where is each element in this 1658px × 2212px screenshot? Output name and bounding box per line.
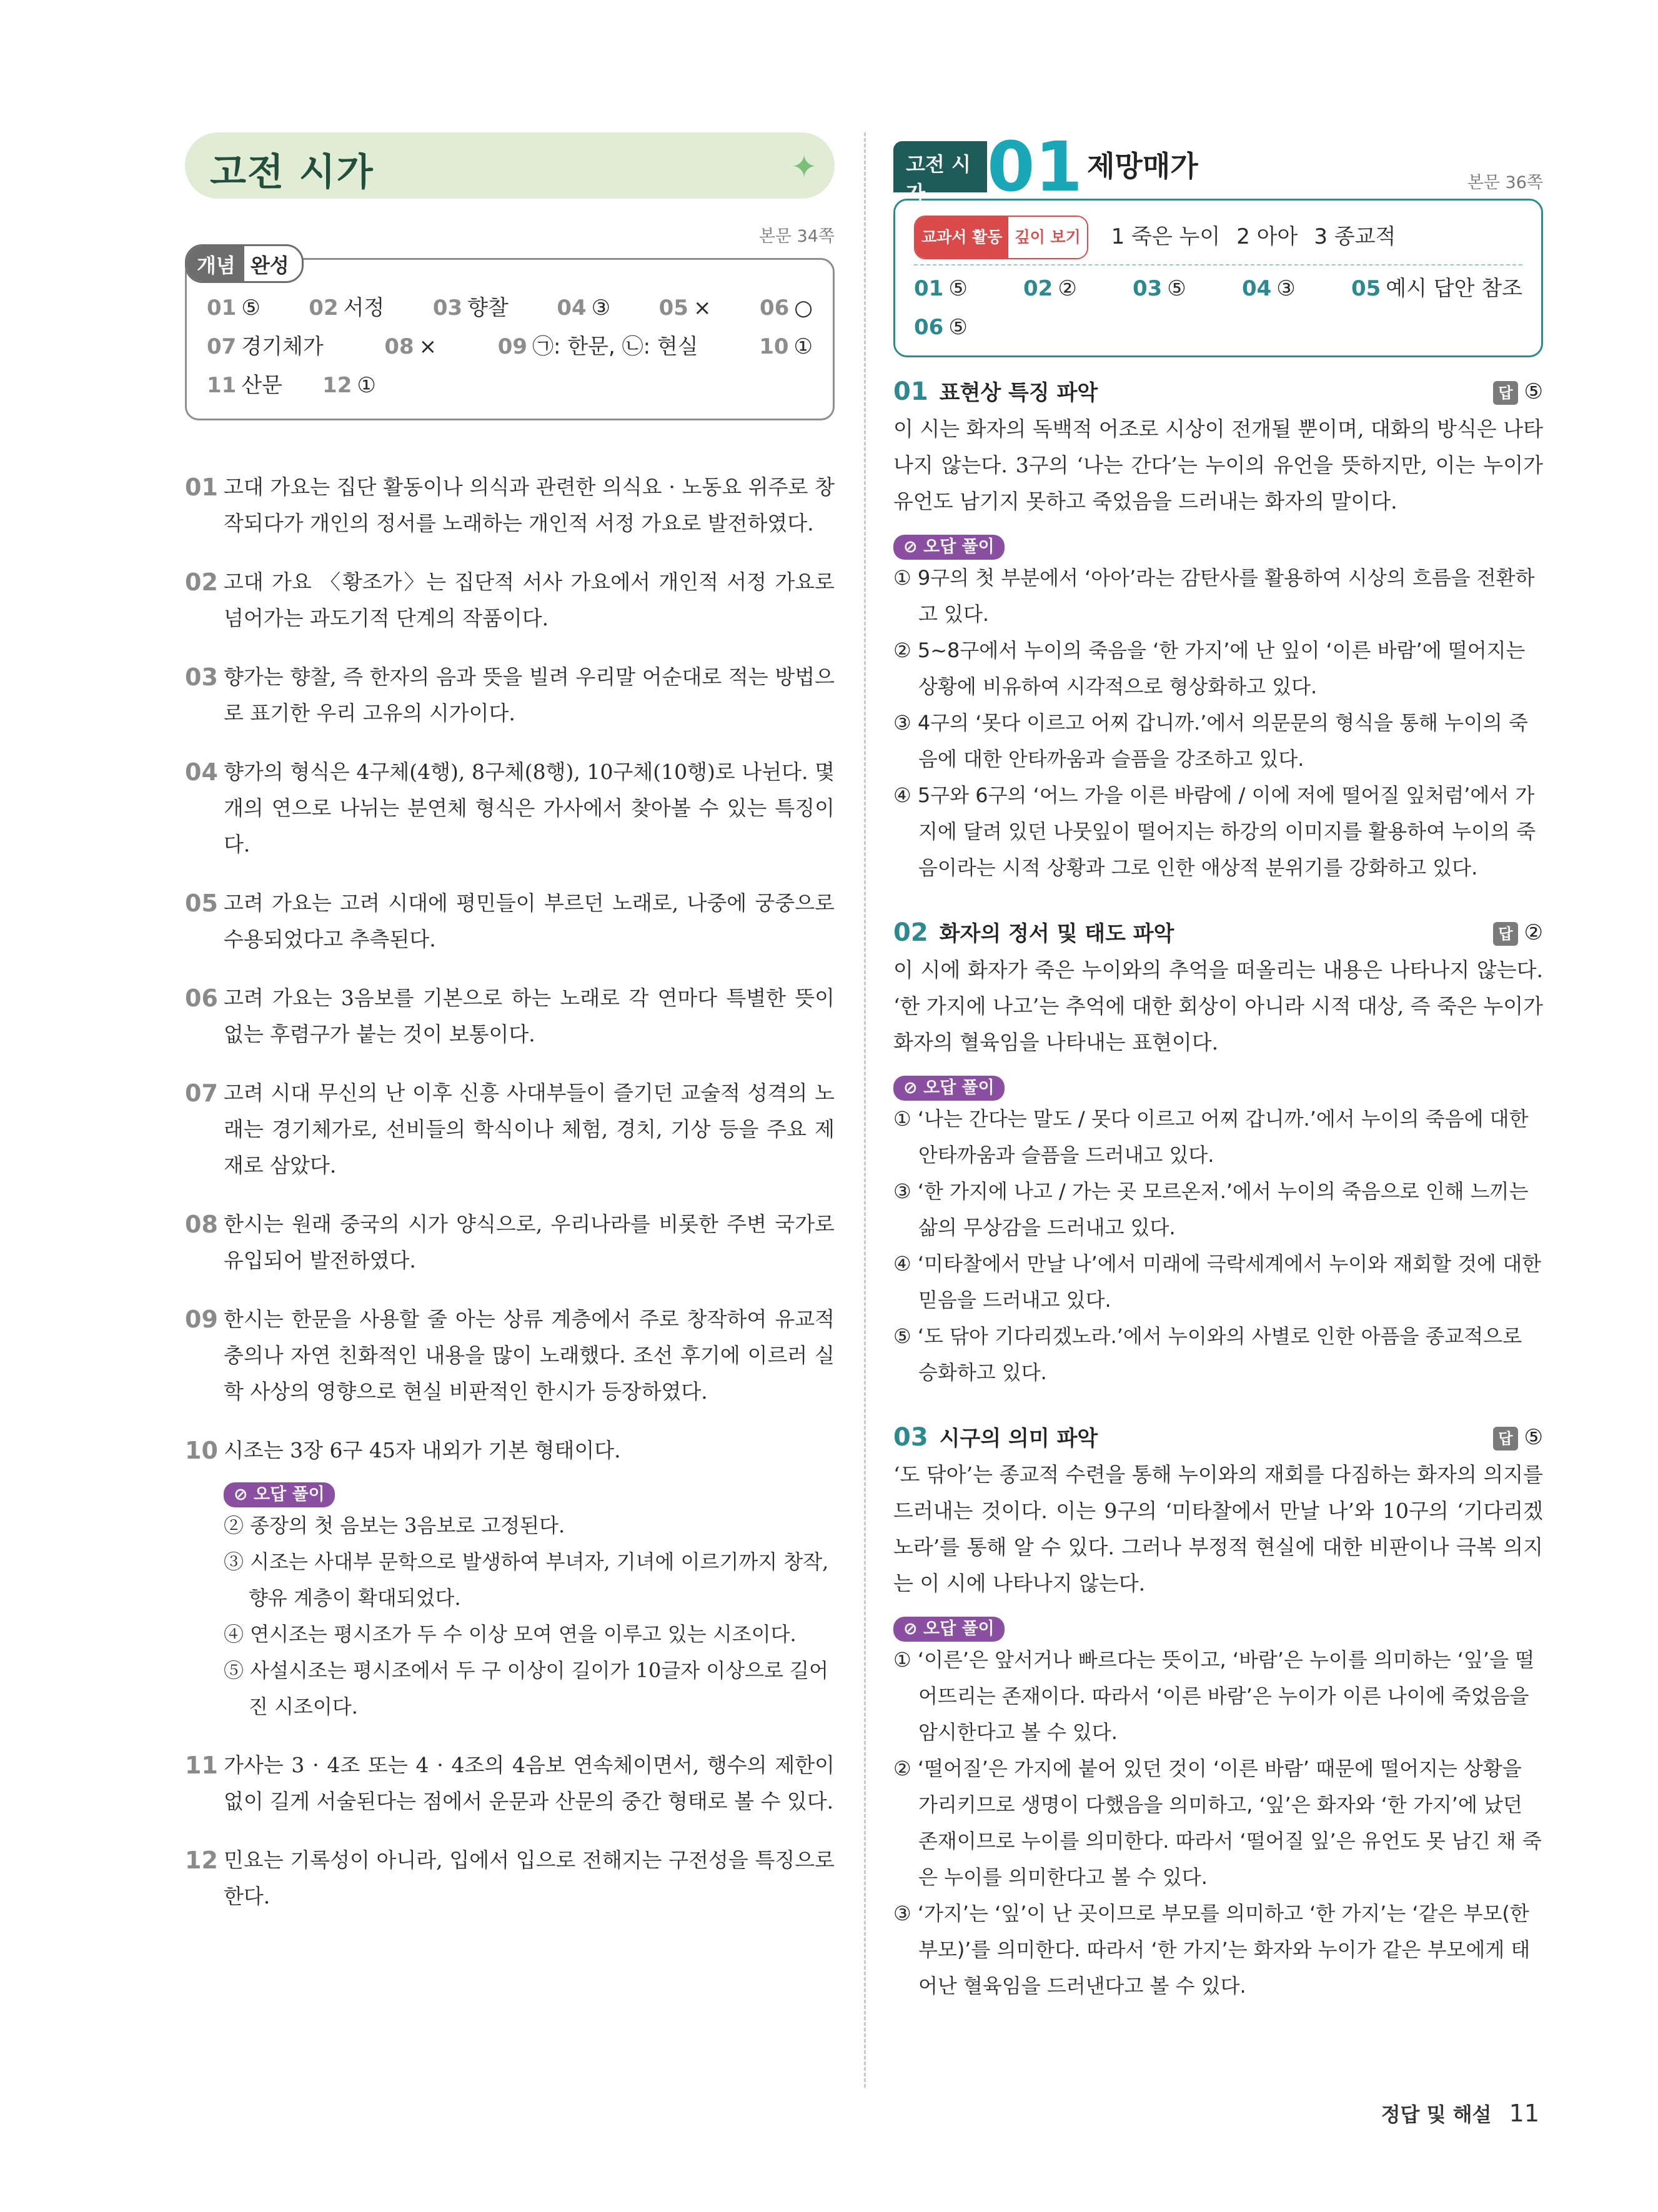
- answer-value: ㉠: 한문, ㉡: 현실: [532, 334, 698, 359]
- answer-label-badge: 답: [1493, 381, 1517, 405]
- item-number: 06: [185, 984, 218, 1012]
- concept-answer: [659, 289, 712, 327]
- item-text: 가사는 3 · 4조 또는 4 · 4조의 4음보 연속체이면서, 행수의 제한이 없이 길게 서술된다는 점에서 운문과 산문의 중간 형태로 볼 수 있다.: [224, 1753, 835, 1813]
- answer-number: 11: [207, 373, 237, 398]
- answer-value: 서정: [343, 295, 385, 320]
- section-title: [893, 374, 1543, 411]
- concept-item: [185, 1206, 835, 1279]
- answer-number: 06: [759, 295, 790, 320]
- textbook-tag: [914, 216, 1088, 259]
- answer-value: 종교적: [1334, 224, 1396, 249]
- item-number: 02: [185, 568, 218, 596]
- answer-number: 02: [309, 295, 339, 320]
- concept-answer: [433, 289, 509, 327]
- answer-value: ⑤: [948, 315, 968, 340]
- answer-number: 09: [497, 334, 528, 359]
- answer-label-badge: 답: [1493, 922, 1517, 946]
- answer: [1351, 269, 1522, 308]
- wrong-item: ④ 연시조는 평시조가 두 수 이상 모여 연을 이루고 있는 시조이다.: [224, 1622, 797, 1646]
- concept-item: [185, 980, 835, 1053]
- textbook-tag-b: 깊이 보기: [1008, 217, 1086, 258]
- concept-answer: [498, 327, 698, 366]
- answer-row: [914, 308, 1522, 347]
- answer-number: 1: [1111, 224, 1132, 249]
- answer-number: 10: [759, 334, 789, 359]
- concept-item: [185, 1842, 835, 1915]
- answer-number: 07: [207, 334, 237, 359]
- concept-answer: [384, 327, 437, 366]
- section-answer: [1493, 915, 1543, 951]
- answer-value: ×: [419, 334, 437, 359]
- source-ref: 본문 36쪽: [1467, 173, 1543, 192]
- wrong-item: ⑤ 사설시조는 평시조에서 두 구 이상이 길이가 10글자 이상으로 길어진 시조이다.: [224, 1659, 828, 1719]
- concept-answer-row: [207, 289, 813, 327]
- concept-item: [185, 1432, 835, 1469]
- answer-number: 2: [1236, 224, 1257, 249]
- concept-answer: [207, 366, 282, 405]
- answer-value: 산문: [241, 373, 283, 398]
- section-title: [893, 1419, 1543, 1457]
- textbook-tag-a: 교과서 활동: [915, 217, 1008, 258]
- item-text: 고대 가요 〈황조가〉는 집단적 서사 가요에서 개인적 서정 가요로 넘어가는 과도기적 단계의 작품이다.: [224, 570, 835, 630]
- item-number: 04: [185, 758, 218, 786]
- wrong-list: [893, 1101, 1543, 1391]
- answer-value: ⑤: [1167, 276, 1186, 301]
- concept-item: [185, 1747, 835, 1820]
- answer-number: 3: [1314, 224, 1334, 249]
- footer-label: 정답 및 해설: [1381, 2103, 1492, 2126]
- textbook-answer: [1236, 224, 1298, 249]
- wrong-item: ④ ‘미타찰에서 만날 나’에서 미래에 극락세계에서 누이와 재회할 것에 대한 믿음을 드러내고 있다.: [893, 1252, 1542, 1312]
- answer-value: ⑤: [1524, 1425, 1543, 1450]
- item-text: 시조는 3장 6구 45자 내외가 기본 형태이다.: [224, 1438, 621, 1462]
- item-number: 08: [185, 1211, 218, 1238]
- section-number: 03: [893, 1423, 928, 1452]
- item-text: 민요는 기록성이 아니라, 입에서 입으로 전해지는 구전성을 특징으로 한다.: [224, 1848, 835, 1908]
- concept-answer: [557, 289, 610, 327]
- section-number: 02: [893, 918, 928, 947]
- wrong-tag: ⊘ 오답 풀이: [224, 1482, 335, 1507]
- right-sections: [893, 374, 1543, 2004]
- answer-value: 예시 답안 참조: [1386, 276, 1522, 301]
- concept-item: [185, 659, 835, 732]
- answer-value: ⑤: [1524, 379, 1543, 404]
- concept-answer: [322, 366, 376, 405]
- section-title-text: 표현상 특징 파악: [939, 380, 1098, 405]
- wrong-item: ② 5~8구에서 누이의 죽음을 ‘한 가지’에 난 잎이 ‘이른 바람’에 떨어지는 상황에 비유하여 시각적으로 형상화하고 있다.: [893, 638, 1526, 698]
- concept-item: [185, 564, 835, 637]
- wrong-block: [893, 1076, 1543, 1391]
- item-text: 고려 가요는 3음보를 기본으로 하는 노래로 각 연마다 특별한 뜻이 없는 후렴구가 붙는 것이 보통이다.: [224, 986, 835, 1046]
- answer-number: 12: [322, 373, 352, 398]
- answer-value: 아아: [1256, 224, 1298, 249]
- item-text: 고려 가요는 고려 시대에 평민들이 부르던 노래로, 나중에 궁중으로 수용되었다고 추측된다.: [224, 891, 835, 951]
- section-title: 고전 시가: [210, 151, 374, 194]
- wrong-item: ① 9구의 첫 부분에서 ‘아아’라는 감탄사를 활용하여 시상의 흐름을 전환하고 있다.: [893, 566, 1535, 626]
- item-number: 11: [185, 1752, 218, 1779]
- concept-item: [185, 469, 835, 542]
- wrong-item: ① ‘이른’은 앞서거나 빠르다는 뜻이고, ‘바람’은 누이를 의미하는 ‘잎’을 떨어뜨리는 존재이다. 따라서 ‘이른 바람’은 누이가 이른 나이에 죽었음을 암시한다고 볼 수 있다.: [893, 1648, 1535, 1744]
- answer: [914, 269, 968, 308]
- wrong-tag: ⊘ 오답 풀이: [893, 1617, 1005, 1642]
- concept-answer-box: [185, 254, 835, 420]
- lesson-header: [893, 127, 1543, 207]
- answer-number: 04: [1241, 276, 1272, 301]
- right-column: [893, 127, 1543, 2004]
- wrong-list: [224, 1507, 835, 1725]
- answer-value: ①: [357, 373, 376, 398]
- answer-number: 01: [914, 276, 944, 301]
- wrong-item: ② ‘떨어질’은 가지에 붙어 있던 것이 ‘이른 바람’ 때문에 떨어지는 상황을 가리키므로 생명이 다했음을 의미하고, ‘잎’은 화자와 ‘한 가지’에 났던 존재이므로 누이를 의미한다. 따라서 ‘떨어질 잎’은 유언도 못 남긴 채 죽은 누이를 의미한다고 볼 수 있다.: [893, 1757, 1542, 1889]
- answer-box: [893, 199, 1543, 357]
- concept-item: [185, 1075, 835, 1184]
- answer: [1023, 269, 1077, 308]
- concept-item: [185, 754, 835, 863]
- answer-label-badge: 답: [1493, 1427, 1517, 1451]
- wrong-tag-label: 오답 풀이: [254, 1485, 325, 1504]
- lesson-title: 제망매가: [1087, 149, 1198, 183]
- answer-value: ⑤: [948, 276, 968, 301]
- answer-number: 03: [1132, 276, 1163, 301]
- item-number: 07: [185, 1079, 218, 1107]
- concept-answer: [207, 289, 261, 327]
- section-header: [185, 132, 835, 199]
- wrong-tag: ⊘ 오답 풀이: [893, 535, 1005, 560]
- wrong-item: ③ 시조는 사대부 문학으로 발생하여 부녀자, 기녀에 이르기까지 창작, 향유 계층이 확대되었다.: [224, 1550, 829, 1610]
- section-paragraph: 이 시는 화자의 독백적 어조로 시상이 전개될 뿐이며, 대화의 방식은 나타나지 않는다. 3구의 ‘나는 간다’는 누이의 유언을 뜻하지만, 이는 누이가 유언도 남기지 못하고 죽었음을 드러내는 화자의 말이다.: [893, 417, 1543, 513]
- answer-value: ○: [794, 295, 813, 320]
- section-number: 01: [893, 377, 928, 406]
- answer-number: 06: [914, 315, 944, 340]
- item-number: 09: [185, 1306, 218, 1333]
- item-number: 03: [185, 663, 218, 691]
- item-number: 12: [185, 1847, 218, 1874]
- answer-value: 경기체가: [241, 334, 324, 359]
- concept-item: [185, 885, 835, 958]
- answer-value: ③: [1276, 276, 1296, 301]
- item-number: 05: [185, 890, 218, 917]
- wrong-list: [893, 560, 1543, 886]
- source-ref: 본문 34쪽: [758, 227, 835, 246]
- section-answer: [1493, 374, 1543, 410]
- section-answer: [1493, 1419, 1543, 1456]
- dashed-divider: [914, 264, 1522, 265]
- section-paragraph: 이 시에 화자가 죽은 누이와의 추억을 떠올리는 내용은 나타나지 않는다. ‘한 가지에 나고’는 추억에 대한 회상이 아니라 시적 대상, 즉 죽은 누이가 화자의 혈육임을 나타내는 표현이다.: [893, 958, 1543, 1054]
- concept-answer-row: [207, 327, 813, 366]
- answer-value: ②: [1058, 276, 1077, 301]
- textbook-answer: [1111, 224, 1221, 249]
- wrong-tag-label: 오답 풀이: [923, 1619, 995, 1639]
- item-text: 한시는 한문을 사용할 줄 아는 상류 계층에서 주로 창작하여 유교적 충의나 자연 친화적인 내용을 많이 노래했다. 조선 후기에 이르러 실학 사상의 영향으로 현실 비판적인 한시가 등장하였다.: [224, 1307, 835, 1404]
- wrong-item: ③ ‘한 가지에 나고 / 가는 곳 모르온저.’에서 누이의 죽음으로 인해 느끼는 삶의 무상감을 드러내고 있다.: [893, 1179, 1529, 1239]
- wrong-item: ③ 4구의 ‘못다 이르고 어찌 갑니까.’에서 의문문의 형식을 통해 누이의 죽음에 대한 안타까움과 슬픔을 강조하고 있다.: [893, 711, 1528, 771]
- answer: [1133, 269, 1186, 308]
- answer-value: ②: [1524, 920, 1543, 945]
- answer-row: [914, 269, 1522, 308]
- wrong-item: ② 종장의 첫 음보는 3음보로 고정된다.: [224, 1514, 565, 1537]
- item-text: 고려 시대 무신의 난 이후 신흥 사대부들이 즐기던 교술적 성격의 노래는 경기체가로, 선비들의 학식이나 체험, 경치, 기상 등을 주요 제재로 삼았다.: [224, 1081, 835, 1178]
- answer: [1242, 269, 1296, 308]
- section-paragraph: ‘도 닦아’는 종교적 수련을 통해 누이와의 재회를 다짐하는 화자의 의지를 드러내는 것이다. 이는 9구의 ‘미타찰에서 만날 나’와 10구의 ‘기다리겠노라’를 통해 알 수 있다. 그러나 부정적 현실에 대한 비판이나 극복 의지는 이 시에 나타나지 않는다.: [893, 1462, 1543, 1595]
- section-title-text: 화자의 정서 및 태도 파악: [939, 921, 1174, 946]
- item-text: 한시는 원래 중국의 시가 양식으로, 우리나라를 비롯한 주변 국가로 유입되어 발전하였다.: [224, 1212, 835, 1272]
- answer-number: 03: [432, 295, 463, 320]
- item-text: 고대 가요는 집단 활동이나 의식과 관련한 의식요 · 노동요 위주로 창작되다가 개인의 정서를 노래하는 개인적 서정 가요로 발전하였다.: [224, 475, 835, 535]
- wrong-block: [893, 1617, 1543, 2004]
- answer-number: 04: [557, 295, 587, 320]
- answer-value: ③: [591, 295, 611, 320]
- wrong-item: ⑤ ‘도 닦아 기다리겠노라.’에서 누이와의 사별로 인한 아픔을 종교적으로 승화하고 있다.: [893, 1324, 1522, 1384]
- wrong-tag-label: 오답 풀이: [923, 1078, 995, 1098]
- wrong-block: [893, 535, 1543, 886]
- section-title: [893, 915, 1543, 952]
- concept-answer: [760, 289, 813, 327]
- concept-answer-row: [207, 366, 813, 405]
- textbook-answers: [914, 216, 1522, 259]
- wrong-item: ③ ‘가지’는 ‘잎’이 난 곳이므로 부모를 의미하고 ‘한 가지’는 ‘같은 부모(한 부모)’를 의미한다. 따라서 ‘한 가지’는 화자와 누이가 같은 부모에게 태어난 혈육임을 드러낸다고 볼 수 있다.: [893, 1902, 1531, 1998]
- item10-wrong-block: [185, 1482, 835, 1725]
- wrong-item: ④ 5구와 6구의 ‘어느 가을 이른 바람에 / 이에 저에 떨어질 잎처럼’에서 가지에 달려 있던 나뭇잎이 떨어지는 하강의 이미지를 활용하여 누이의 죽음이라는 시적 상황과 그로 인한 애상적 분위기를 강화하고 있다.: [893, 783, 1536, 880]
- lesson-label: 고전 시가: [893, 141, 987, 192]
- answer-value: 향찰: [467, 295, 509, 320]
- left-column: [185, 132, 835, 1937]
- wrong-list: [893, 1642, 1543, 2004]
- column-divider: [864, 132, 866, 2088]
- answer-number: 08: [384, 334, 414, 359]
- item-number: 10: [185, 1437, 218, 1464]
- item-text: 향가는 향찰, 즉 한자의 음과 뜻을 빌려 우리말 어순대로 적는 방법으로 표기한 우리 고유의 시가이다.: [224, 665, 835, 725]
- answer-value: 죽은 누이: [1131, 224, 1221, 249]
- sparkle-icon: ✦: [791, 149, 817, 185]
- wrong-item: ① ‘나는 간다는 말도 / 못다 이르고 어찌 갑니까.’에서 누이의 죽음에 대한 안타까움과 슬픔을 드러내고 있다.: [893, 1107, 1529, 1167]
- textbook-answer: [1314, 224, 1396, 249]
- answer-value: ×: [693, 295, 712, 320]
- wrong-tag: ⊘ 오답 풀이: [893, 1076, 1005, 1101]
- answer-number: 05: [1351, 276, 1381, 301]
- answer-number: 05: [658, 295, 688, 320]
- left-items: [185, 469, 835, 1469]
- concept-answer: [759, 327, 813, 366]
- answer-number: 01: [207, 295, 237, 320]
- concept-tag: [185, 244, 304, 283]
- answer-value: ①: [793, 334, 813, 359]
- left-items-after: [185, 1747, 835, 1915]
- concept-tag-b: 완성: [250, 254, 289, 277]
- item-text: 향가의 형식은 4구체(4행), 8구체(8행), 10구체(10행)로 나뉜다. 몇 개의 연으로 나뉘는 분연체 형식은 가사에서 찾아볼 수 있는 특징이다.: [224, 760, 835, 856]
- item-number: 01: [185, 474, 218, 501]
- section-title-text: 시구의 의미 파악: [939, 1426, 1098, 1451]
- concept-answer: [207, 327, 324, 366]
- answer-number: 02: [1023, 276, 1053, 301]
- concept-tag-a: 개념: [187, 246, 244, 281]
- answer: [914, 315, 968, 340]
- textbook-answer-list: [1095, 224, 1396, 249]
- wrong-tag-label: 오답 풀이: [923, 537, 995, 557]
- page-footer: [1381, 2099, 1539, 2128]
- page-number: 11: [1509, 2100, 1539, 2127]
- answer-value: ⑤: [241, 295, 261, 320]
- lesson-number: 01: [987, 127, 1083, 207]
- concept-item: [185, 1301, 835, 1410]
- concept-answer: [309, 289, 384, 327]
